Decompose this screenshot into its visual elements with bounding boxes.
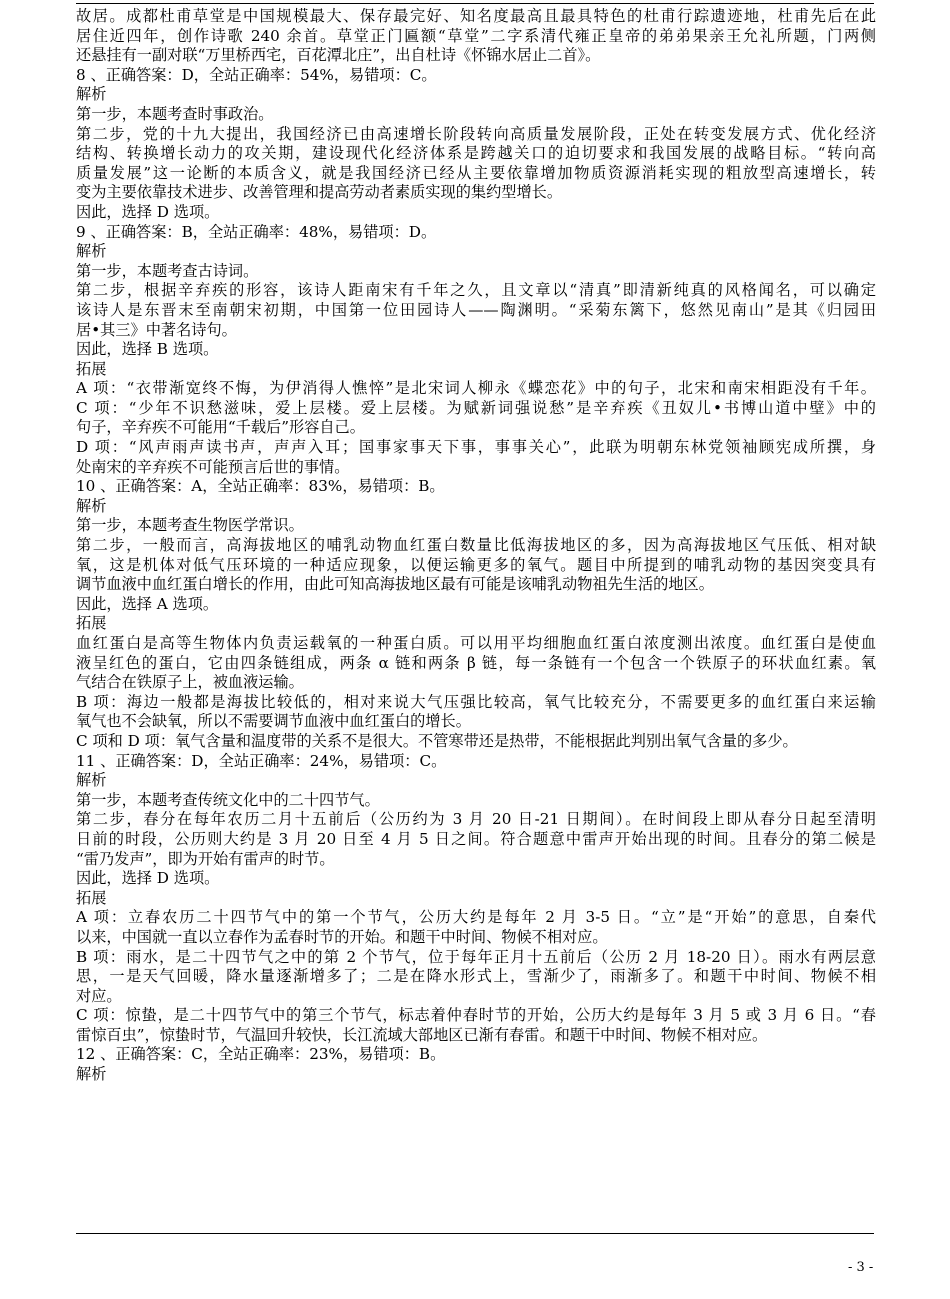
text-line: A 项：立春农历二十四节气中的第一个节气，公历大约是每年 2 月 3-5 日。“立”是“开始”的意思，自秦代 <box>76 908 876 927</box>
text-line: 该诗人是东晋末至南朝宋初期，中国第一位田园诗人——陶渊明。“采菊东篱下，悠然见南山”是其《归园田 <box>76 300 876 319</box>
footer-rule <box>76 1233 874 1234</box>
text-line: 对应。 <box>76 986 122 1005</box>
text-line: 雷惊百虫”，惊蛰时节，气温回升较快，长江流域大部地区已渐有春雷。和题干中时间、物候不相对应。 <box>76 1025 768 1044</box>
text-line: 解析 <box>76 771 107 790</box>
text-line: 解析 <box>76 85 107 104</box>
text-line: 10 、正确答案：A，全站正确率：83%，易错项：B。 <box>76 477 445 496</box>
text-line: 解析 <box>76 242 107 261</box>
text-line: B 项：雨水，是二十四节气之中的第 2 个节气，位于每年正月十五前后（公历 2 月 18-20 日）。雨水有两层意 <box>76 947 876 966</box>
text-line: “雷乃发声”，即为开始有雷声的时节。 <box>76 849 335 868</box>
text-line: 居•其三》中著名诗句。 <box>76 320 237 339</box>
text-line: 第一步，本题考查古诗词。 <box>76 261 259 280</box>
text-line: C 项：惊蛰，是二十四节气中的第三个节气，标志着仲春时节的开始，公历大约是每年 3 月 5 或 3 月 6 日。“春 <box>76 1006 876 1025</box>
text-line: 因此，选择 A 选项。 <box>76 594 219 613</box>
text-line: 拓展 <box>76 359 107 378</box>
text-line: A 项：“衣带渐宽终不悔，为伊消得人憔悴”是北宋词人柳永《蝶恋花》中的句子，北宋和南宋相距没有千年。 <box>76 379 876 398</box>
text-line: 变为主要依靠技术进步、改善管理和提高劳动者素质实现的集约型增长。 <box>76 183 562 202</box>
text-line: 11 、正确答案：D，全站正确率：24%，易错项：C。 <box>76 751 447 770</box>
text-line: 解析 <box>76 496 107 515</box>
text-line: 拓展 <box>76 614 107 633</box>
text-line: 氧气也不会缺氧，所以不需要调节血液中血红蛋白的增长。 <box>76 712 471 731</box>
page-number: - 3 - <box>848 1260 874 1275</box>
text-line: 第二步，春分在每年农历二月十五前后（公历约为 3 月 20 日-21 日期间）。在时间段上即从春分日起至清明 <box>76 810 876 829</box>
text-line: 拓展 <box>76 888 107 907</box>
text-line: 第一步，本题考查时事政治。 <box>76 104 274 123</box>
text-line: B 项：海边一般都是海拔比较低的，相对来说大气压强比较高，氧气比较充分，不需要更多的血红蛋白来运输 <box>76 692 876 711</box>
text-line: 处南宋的辛弃疾不可能预言后世的事情。 <box>76 457 350 476</box>
text-line: 第二步，一般而言，高海拔地区的哺乳动物血红蛋白数量比低海拔地区的多，因为高海拔地区气压低、相对缺 <box>76 536 876 555</box>
text-line: 9 、正确答案：B，全站正确率：48%，易错项：D。 <box>76 222 437 241</box>
text-line: 思，一是天气回暖，降水量逐渐增多了；二是在降水形式上，雪渐少了，雨渐多了。和题干中时间、物候不相 <box>76 967 876 986</box>
text-line: 居住近四年，创作诗歌 240 余首。草堂正门匾额“草堂”二字系清代雍正皇帝的弟弟果亲王允礼所题，门两侧 <box>76 26 876 45</box>
text-line: 第一步，本题考查传统文化中的二十四节气。 <box>76 790 380 809</box>
text-line: 还悬挂有一副对联“万里桥西宅，百花潭北庄”，出自杜诗《怀锦水居止二首》。 <box>76 46 601 65</box>
text-line: C 项和 D 项：氧气含量和温度带的关系不是很大。不管寒带还是热带，不能根据此判别出氧气含量的多少。 <box>76 731 798 750</box>
text-line: 气结合在铁原子上，被血液运输。 <box>76 673 304 692</box>
text-line: 因此，选择 B 选项。 <box>76 340 219 359</box>
text-line: 以来，中国就一直以立春作为孟春时节的开始。和题干中时间、物候不相对应。 <box>76 927 608 946</box>
text-line: 12 、正确答案：C，全站正确率：23%，易错项：B。 <box>76 1045 446 1064</box>
text-line: 第一步，本题考查生物医学常识。 <box>76 516 304 535</box>
text-line: 调节血液中血红蛋白增长的作用，由此可知高海拔地区最有可能是该哺乳动物祖先生活的地区。 <box>76 575 714 594</box>
text-line: 血红蛋白是高等生物体内负责运载氧的一种蛋白质。可以用平均细胞血红蛋白浓度测出浓度。血红蛋白是使血 <box>76 634 876 652</box>
document-body <box>76 7 876 1085</box>
text-line: 液呈红色的蛋白，它由四条链组成，两条 α 链和两条 β 链，每一条链有一个包含一个铁原子的环状血红素。氧 <box>76 653 876 672</box>
text-line: 故居。成都杜甫草堂是中国规模最大、保存最完好、知名度最高且最具特色的杜甫行踪遗迹地，杜甫先后在此 <box>76 7 876 25</box>
text-line: 氧，这是机体对低气压环境的一种适应现象，以便运输更多的氧气。题目中所提到的哺乳动物的基因突变具有 <box>76 555 876 574</box>
text-line: 8 、正确答案：D，全站正确率：54%，易错项：C。 <box>76 65 437 84</box>
text-line: 第二步，根据辛弃疾的形容，该诗人距南宋有千年之久，且文章以“清真”即清新纯真的风格闻名，可以确定 <box>76 281 876 300</box>
text-line: 因此，选择 D 选项。 <box>76 869 220 888</box>
text-line: 日前的时段，公历则大约是 3 月 20 日至 4 月 5 日之间。符合题意中雷声开始出现的时间。且春分的第二候是 <box>76 829 876 848</box>
text-line: 质量发展”这一论断的本质含义，就是我国经济已经从主要依靠增加物质资源消耗实现的粗放型高速增长，转 <box>76 163 876 182</box>
text-line: 句子，辛弃疾不可能用“千载后”形容自己。 <box>76 418 365 437</box>
text-line: 结构、转换增长动力的攻关期，建设现代化经济体系是跨越关口的迫切要求和我国发展的战略目标。“转向高 <box>76 144 876 163</box>
text-line: C 项：“少年不识愁滋味，爱上层楼。爱上层楼。为赋新词强说愁”是辛弃疾《丑奴儿•书博山道中壁》中的 <box>76 398 876 417</box>
top-rule <box>76 3 874 4</box>
text-line: D 项：“风声雨声读书声，声声入耳；国事家事天下事，事事关心”，此联为明朝东林党领袖顾宪成所撰，身 <box>76 438 876 457</box>
text-line: 解析 <box>76 1065 107 1084</box>
text-line: 第二步，党的十九大提出，我国经济已由高速增长阶段转向高质量发展阶段，正处在转变发展方式、优化经济 <box>76 124 876 143</box>
text-line: 因此，选择 D 选项。 <box>76 202 220 221</box>
